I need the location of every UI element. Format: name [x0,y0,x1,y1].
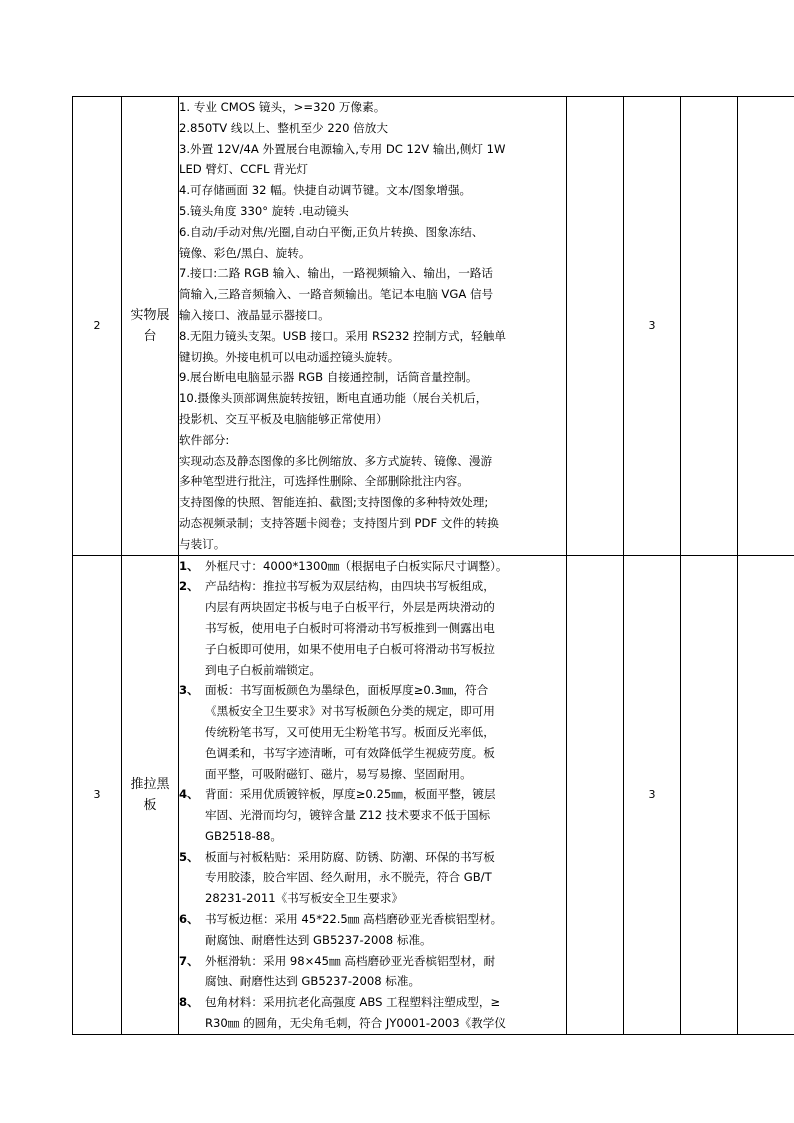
quantity-cell: 3 [624,555,681,1034]
empty-cell [738,555,794,1034]
spec-line: 与装订。 [179,536,226,551]
spec-line: 色调柔和，书写字迹清晰，可有效降低学生视疲劳度。板 [205,745,495,760]
spec-item-number: 7、 [179,953,199,968]
spec-line: 6.自动/手动对焦/光圈,自动白平衡,正负片转换、图象冻结、 [179,224,484,239]
spec-line: 外框尺寸：4000*1300㎜（根据电子白板实际尺寸调整）。 [205,558,508,573]
empty-cell [681,555,738,1034]
spec-line: 板面与衬板粘贴：采用防腐、防锈、防潮、环保的书写板 [205,849,495,864]
spec-line: 软件部分: [179,432,230,447]
spec-item [179,784,566,846]
spec-item-number: 2、 [179,579,199,594]
spec-item [179,680,566,784]
spec-line: R30㎜ 的圆角，无尖角毛刺，符合 JY0001-2003《教学仪 [205,1016,506,1031]
spec-line: 10.摄像头顶部调焦旋转按钮，断电直通功能（展台关机后， [179,391,488,406]
spec-item [179,576,566,680]
spec-item [179,951,566,993]
spec-line: 8.无阻力镜头支架。USB 接口。采用 RS232 控制方式，轻触单 [179,328,506,343]
item-name-line: 板 [143,797,157,813]
empty-cell [738,97,794,556]
spec-line: 到电子白板前端锁定。 [205,662,321,677]
spec-line: 5.镜头角度 330° 旋转 .电动镜头 [179,203,349,218]
spec-line: 产品结构：推拉书写板为双层结构，由四块书写板组成， [205,579,495,594]
item-name-line: 台 [143,328,157,344]
spec-item-number: 8、 [179,995,199,1010]
spec-line: 耐腐蚀、耐磨性达到 GB5237-2008 标准。 [205,932,432,947]
empty-cell [567,97,624,556]
spec-line: 牢固、光滑而均匀，镀锌含量 Z12 技术要求不低于国标 [205,808,491,823]
spec-line: 多种笔型进行批注，可选择性删除、全部删除批注内容。 [179,474,469,489]
spec-line: 2.850TV 线以上、整机至少 220 倍放大 [179,120,388,135]
empty-cell [567,555,624,1034]
item-name-line: 推拉黑 [130,776,170,792]
spec-line: 4.可存储画面 32 幅。快捷自动调节键。文本/图象增强。 [179,183,472,198]
spec-line: GB2518-88。 [205,828,282,843]
item-description [179,97,567,556]
spec-line: 键切换。外接电机可以电动遥控镜头旋转。 [179,349,400,364]
spec-item [179,909,566,951]
spec-line: 腐蚀、耐磨性达到 GB5237-2008 标准。 [205,974,421,989]
spec-item-number: 1、 [179,558,199,573]
spec-line: 28231-2011《书写板安全卫生要求》 [205,891,404,906]
quantity-cell: 3 [624,97,681,556]
row-number: 2 [73,97,122,556]
spec-line: 书写板，使用电子白板时可将滑动书写板推到一侧露出电 [205,620,495,635]
spec-line: 筒输入,三路音频输入、一路音频输出。笔记本电脑 VGA 信号 [179,287,494,302]
spec-line: 投影机、交互平板及电脑能够正常使用） [179,411,388,426]
spec-line: 书写板边框：采用 45*22.5㎜ 高档磨砂亚光香槟铝型材。 [205,912,503,927]
spec-line: 面板：书写面板颜色为墨绿色，面板厚度≥0.3㎜，符合 [205,683,489,698]
spec-line: 1. 专业 CMOS 镜头，>=320 万像素。 [179,100,386,114]
spec-line: 7.接口:二路 RGB 输入、输出，一路视频输入、输出，一路话 [179,266,493,281]
spec-table [72,96,794,1035]
row-number: 3 [73,555,122,1034]
spec-line: 输入接口、液晶显示器接口。 [179,307,330,322]
empty-cell [681,97,738,556]
spec-line: LED 臂灯、CCFL 背光灯 [179,162,308,177]
spec-line: 传统粉笔书写，又可使用无尘粉笔书写。板面反光率低， [205,724,495,739]
spec-line: 面平整，可吸附磁钉、磁片，易写易擦、坚固耐用。 [205,766,472,781]
spec-item [179,556,566,577]
spec-line: 实现动态及静态图像的多比例缩放、多方式旋转、镜像、漫游 [179,453,493,468]
spec-line: 子白板即可使用，如果不使用电子白板可将滑动书写板拉 [205,641,495,656]
spec-line: 背面：采用优质镀锌板，厚度≥0.25㎜，板面平整，镀层 [205,787,496,802]
spec-line: 内层有两块固定书板与电子白板平行，外层是两块滑动的 [205,600,495,615]
spec-item [179,847,566,909]
item-name-line: 实物展 [130,307,170,323]
spec-item-number: 4、 [179,787,199,802]
item-description [179,555,567,1034]
spec-line: 动态视频录制；支持答题卡阅卷；支持图片到 PDF 文件的转换 [179,515,499,530]
spec-line: 9.展台断电电脑显示器 RGB 自接通控制，话筒音量控制。 [179,370,478,385]
spec-line: 《黑板安全卫生要求》对书写板颜色分类的规定，即可用 [205,704,495,719]
spec-line: 外框滑轨：采用 98×45㎜ 高档磨砂亚光香槟铝型材，耐 [205,953,496,968]
spec-item [179,992,566,1034]
spec-item-number: 5、 [179,849,199,864]
item-name [122,555,179,1034]
item-name [122,97,179,556]
spec-line: 专用胶漆，胶合牢固、经久耐用，永不脱壳，符合 GB/T [205,870,492,885]
spec-line: 镜像、彩色/黑白、旋转。 [179,245,311,260]
spec-line: 支持图像的快照、智能连拍、截图;支持图像的多种特效处理; [179,495,489,510]
spec-item-number: 3、 [179,683,199,698]
table-row [73,555,794,1034]
table-row [73,97,794,556]
spec-item-number: 6、 [179,912,199,927]
spec-line: 3.外置 12V/4A 外置展台电源输入,专用 DC 12V 输出,侧灯 1W [179,141,506,156]
spec-line: 包角材料：采用抗老化高强度 ABS 工程塑料注塑成型，≥ [205,995,501,1010]
